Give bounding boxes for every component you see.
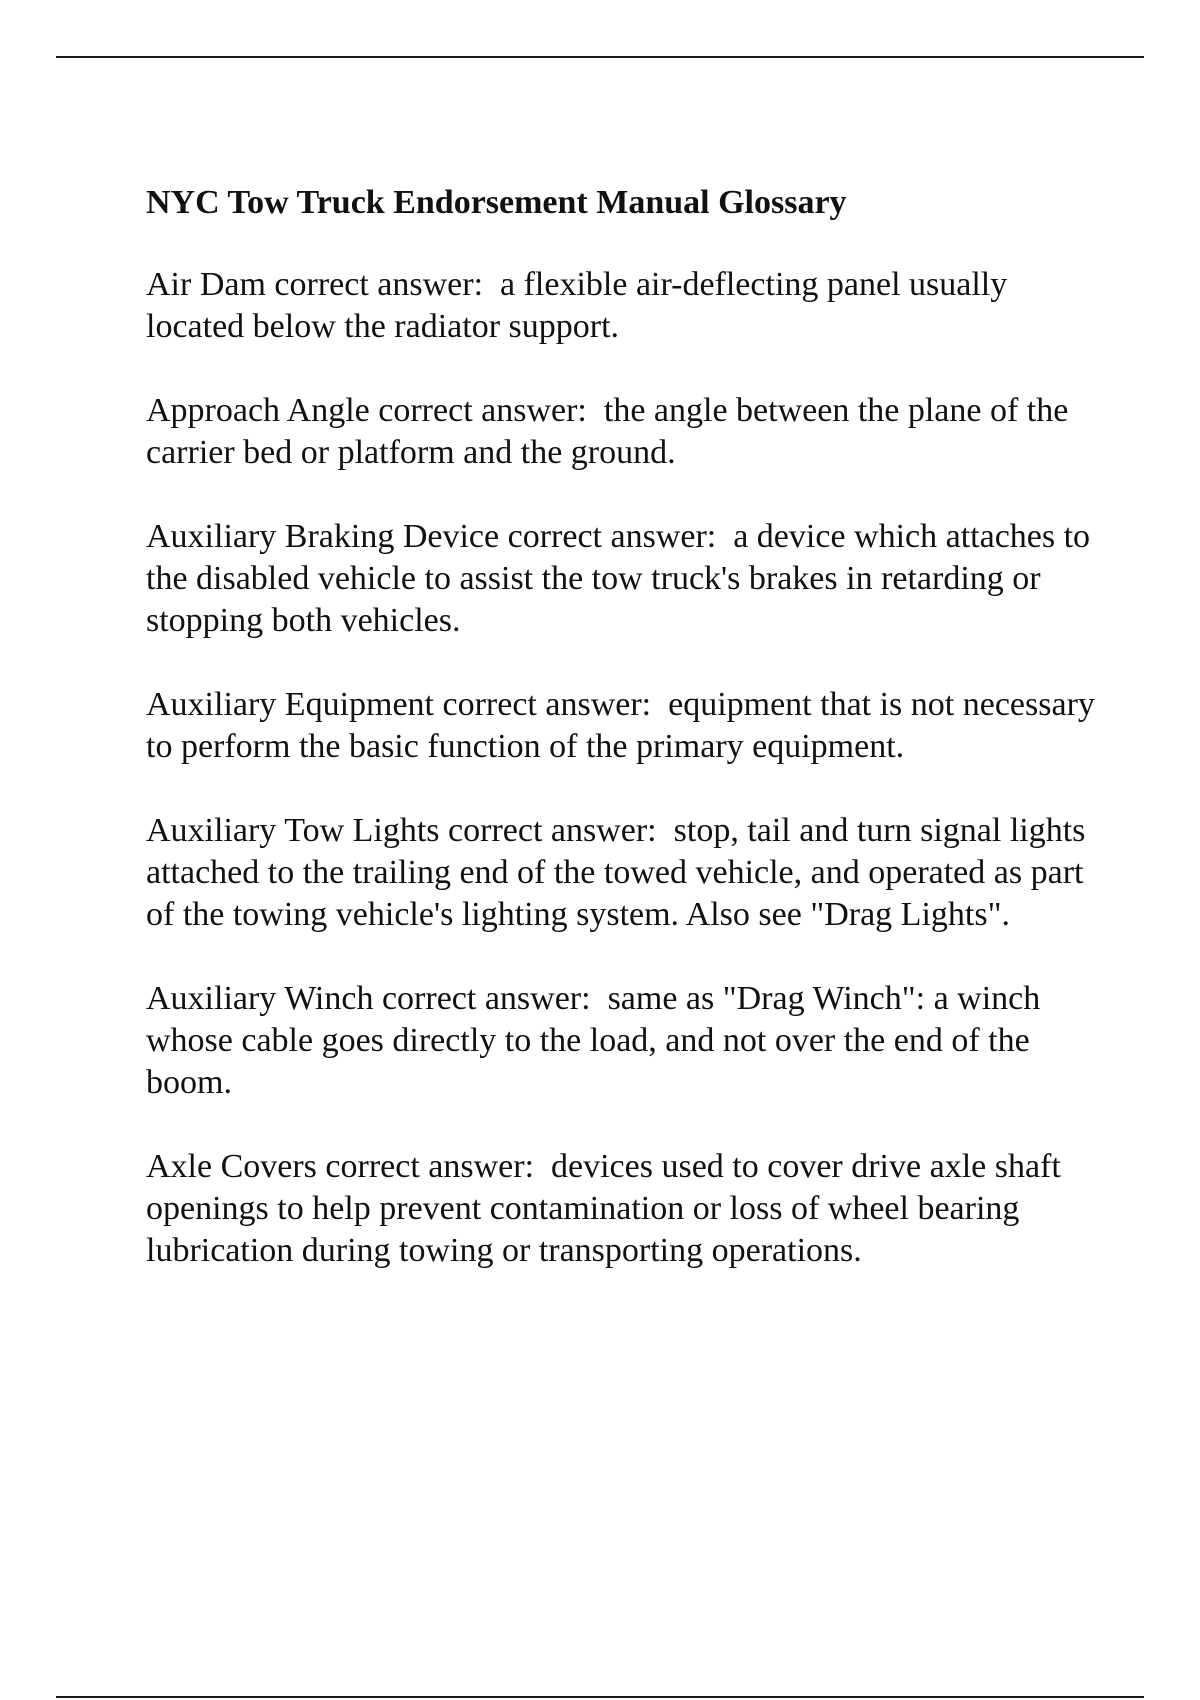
glossary-definition: a flexible air-deflecting panel usually located below the radiator support. [146, 266, 1008, 345]
glossary-term: Auxiliary Winch correct answer: [146, 980, 591, 1017]
glossary-term: Auxiliary Braking Device correct answer: [146, 518, 717, 555]
glossary-entry [146, 264, 1106, 348]
glossary-term: Auxiliary Tow Lights correct answer: [146, 812, 657, 849]
glossary-definition: a device which attaches to the disabled vehicle to assist the tow truck's brakes in retarding or stopping both vehicles. [146, 518, 1091, 639]
glossary-entry [146, 978, 1106, 1104]
glossary-entry [146, 390, 1106, 474]
glossary-definition: equipment that is not necessary to perform the basic function of the primary equipment. [146, 686, 1095, 765]
glossary-term: Air Dam correct answer: [146, 266, 484, 303]
bottom-divider [56, 1696, 1144, 1698]
glossary-definition: stop, tail and turn signal lights attached to the trailing end of the towed vehicle, and operated as part of the towing vehicle's lighting system. Also see "Drag Lights". [146, 812, 1086, 933]
glossary-entry [146, 810, 1106, 936]
top-divider [56, 56, 1144, 58]
glossary-term: Approach Angle correct answer: [146, 392, 587, 429]
glossary-definition: devices used to cover drive axle shaft openings to help prevent contamination or loss of wheel bearing lubrication during towing or transporting operations. [146, 1148, 1061, 1269]
glossary-term: Axle Covers correct answer: [146, 1148, 535, 1185]
glossary-entry [146, 1146, 1106, 1272]
glossary-entry [146, 684, 1106, 768]
glossary-definition: same as "Drag Winch": a winch whose cable goes directly to the load, and not over the end of the boom. [146, 980, 1041, 1101]
glossary-term: Auxiliary Equipment correct answer: [146, 686, 652, 723]
glossary-definition: the angle between the plane of the carrier bed or platform and the ground. [146, 392, 1069, 471]
glossary-entry [146, 516, 1106, 642]
document-title: NYC Tow Truck Endorsement Manual Glossary [146, 184, 847, 221]
document-page [146, 182, 1106, 1314]
